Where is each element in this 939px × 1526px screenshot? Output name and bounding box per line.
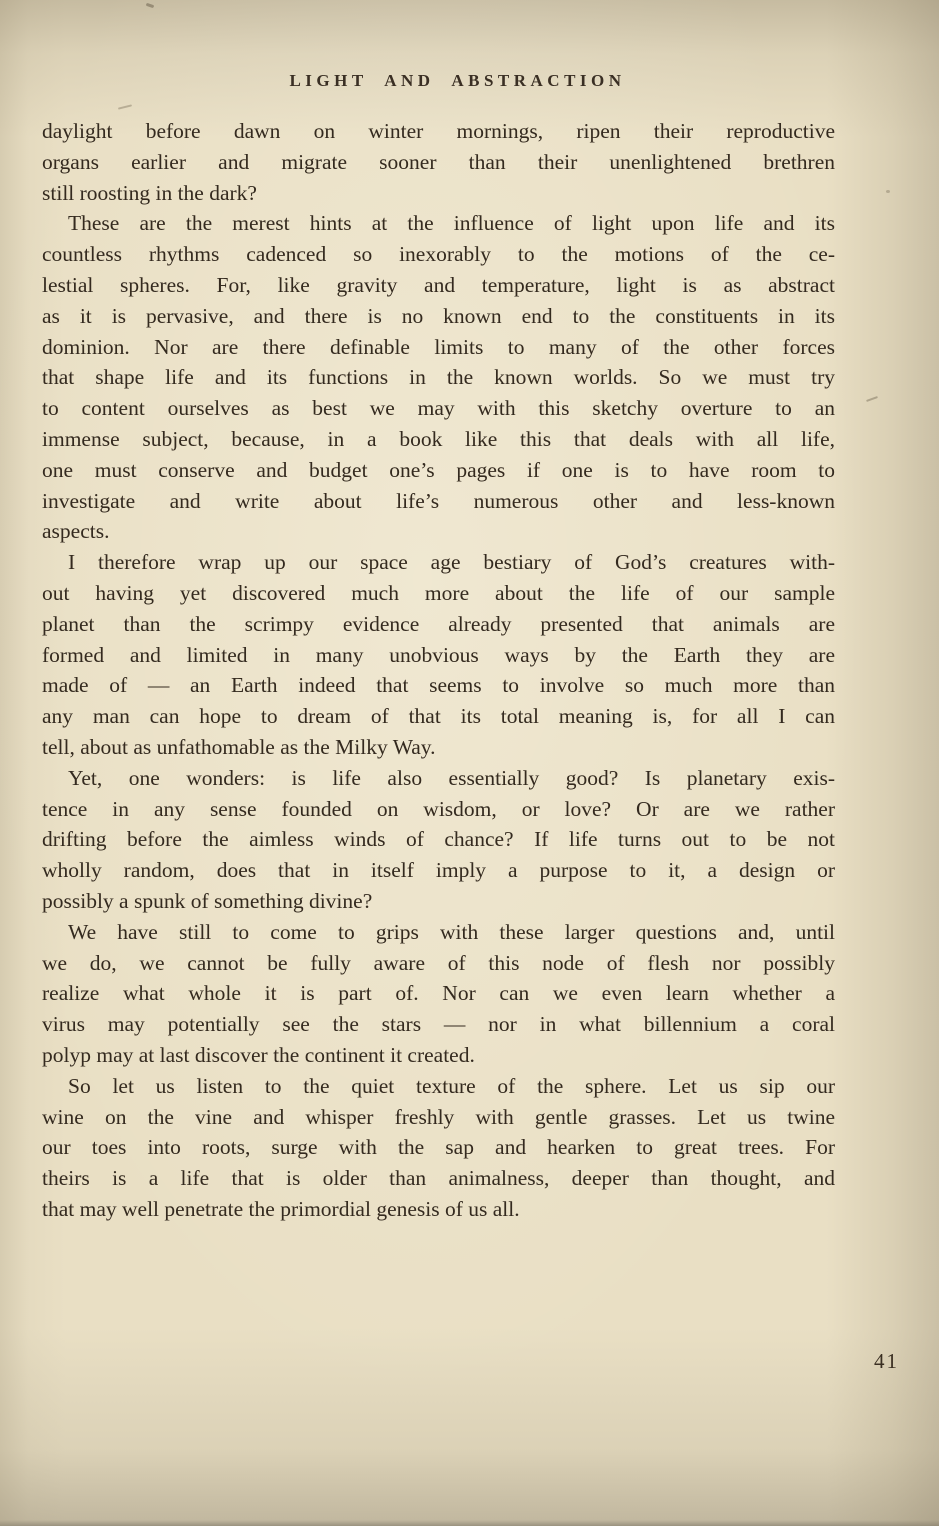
text-line: out having yet discovered much more about the life of our sample [42,580,835,605]
text-line: We have still to come to grips with these larger questions and, until [68,919,835,944]
text-line: countless rhythms cadenced so inexorably to the motions of the ce- [42,242,835,267]
text-line: we do, we cannot be fully aware of this node of flesh nor possibly [42,950,835,975]
text-line: planet than the scrimpy evidence already presented that animals are [42,611,835,636]
text-line: tence in any sense founded on wisdom, or love? Or are we rather [42,796,835,821]
text-line: made of — an Earth indeed that seems to involve so much more than [42,673,835,698]
text-line: Yet, one wonders: is life also essentially good? Is planetary exis- [68,765,835,790]
text-line: still roosting in the dark? [42,180,257,205]
text-line: virus may potentially see the stars — nor in what billennium a coral [42,1012,835,1037]
scan-artifact [146,3,155,8]
text-line: to content ourselves as best we may with this sketchy overture to an [42,396,835,421]
text-line: wine on the vine and whisper freshly with gentle grasses. Let us twine [42,1104,835,1129]
text-line: tell, about as unfathomable as the Milky Way. [42,734,436,759]
scan-artifact [118,104,132,109]
text-line: formed and limited in many unobvious ways by the Earth they are [42,642,835,667]
text-line: polyp may at last discover the continent it created. [42,1042,475,1067]
text-line: organs earlier and migrate sooner than their unenlightened brethren [42,149,835,174]
scan-artifact [866,396,878,402]
text-line: aspects. [42,519,110,544]
text-line: as it is pervasive, and there is no known end to the constituents in its [42,303,835,328]
text-line: wholly random, does that in itself imply a purpose to it, a design or [42,858,835,883]
page-number: 41 [874,1349,899,1373]
text-line: possibly a spunk of something divine? [42,888,373,913]
text-line: realize what whole it is part of. Nor can we even learn whether a [42,981,835,1006]
text-block [42,116,835,1225]
text-line: lestial spheres. For, like gravity and temperature, light is as abstract [42,272,835,297]
scan-artifact [886,190,890,193]
running-head: LIGHT AND ABSTRACTION [289,71,626,90]
text-line: daylight before dawn on winter mornings, ripen their reproductive [42,119,835,143]
text-line: dominion. Nor are there definable limits to many of the other forces [42,334,835,359]
text-line: drifting before the aimless winds of chance? If life turns out to be not [42,827,835,852]
text-line: any man can hope to dream of that its total meaning is, for all I can [42,704,835,729]
text-line: So let us listen to the quiet texture of the sphere. Let us sip our [68,1073,835,1098]
text-line: investigate and write about life’s numerous other and less-known [42,488,835,513]
text-line: I therefore wrap up our space age bestiary of God’s creatures with- [68,550,835,575]
text-line: These are the merest hints at the influence of light upon life and its [68,211,835,236]
text-line: that may well penetrate the primordial genesis of us all. [42,1196,520,1221]
text-line: immense subject, because, in a book like this that deals with all life, [42,426,835,451]
text-line: that shape life and its functions in the known worlds. So we must try [42,365,835,390]
text-line: theirs is a life that is older than animalness, deeper than thought, and [42,1166,835,1191]
text-line: our toes into roots, surge with the sap and hearken to great trees. For [42,1135,835,1160]
text-line: one must conserve and budget one’s pages if one is to have room to [42,457,835,482]
